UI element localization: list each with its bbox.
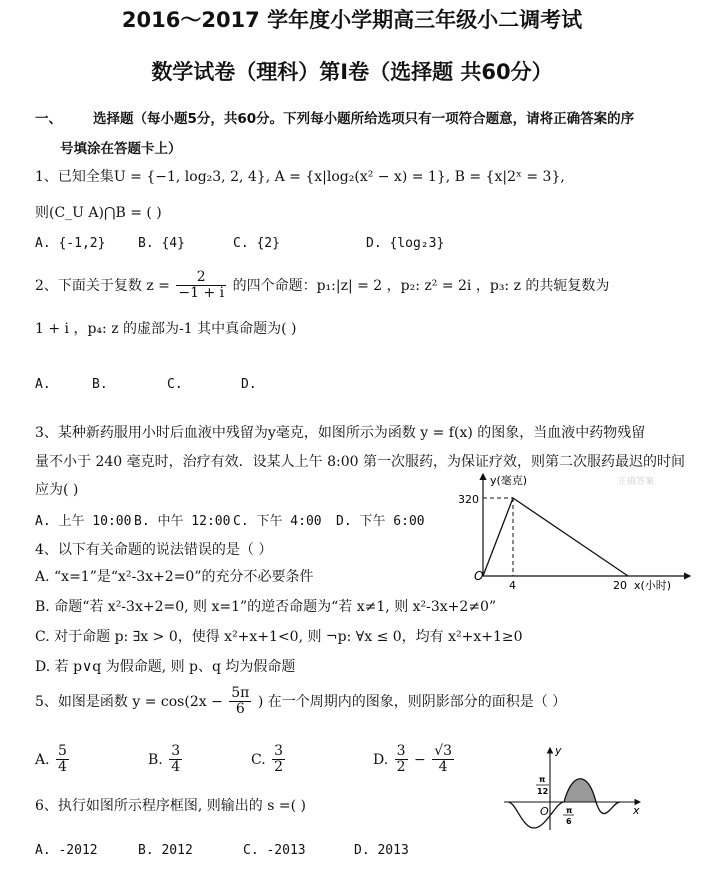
q5-prefix: 5、如图是函数 y = cos(2x − [35,693,223,710]
q5-tick1-den: 12 [537,787,549,796]
q5-option-d [373,744,456,776]
q6-option-b: B. 2012 [138,843,193,858]
q1-stem-line2: 则(C_U A)⋂B = ( ) [35,205,162,221]
q5-option-b-num: 3 [171,743,181,759]
q5-option-a [35,744,71,776]
q5-option-c-num: 3 [274,743,284,759]
section-instructions-line1: 选择题（每小题5分，共60分。下列每小题所给选项只有一项符合题意，请将正确答案的序 [93,111,635,127]
exam-subtitle: 数学试卷（理科）第Ⅰ卷（选择题 共60分） [151,60,553,84]
q4-stem: 4、以下有关命题的说法错误的是（ ） [35,542,273,558]
q3-y-label: y(毫克) [490,474,528,487]
q5-option-d-den2: 4 [438,759,448,776]
q3-graph [458,468,694,593]
q5-stem [35,686,566,718]
q5-option-c-label: C. [251,751,266,768]
q3-end-x: 20 [613,579,627,592]
q5-option-d-label: D. [373,751,389,768]
q1-option-b: B. {4} [138,236,185,251]
q4-option-a: A. “x=1”是“x²-3x+2=0”的充分不必要条件 [35,569,314,585]
q5-option-d-num2: √3 [434,743,453,759]
q5-option-c [251,744,287,776]
q3-watermark: 正确答案 [618,477,655,487]
q5-option-d-minus: − [414,751,426,768]
q5-option-a-num: 5 [58,743,67,759]
q5-graph [500,742,650,834]
q3-option-b: B. 中午 12:00 [134,514,231,529]
q2-stem-line1 [35,270,609,302]
q2-fraction [176,270,226,302]
q6-option-d: D. 2013 [354,843,409,858]
q2-prefix: 2、下面关于复数 z = [35,277,170,294]
q4-option-b: B. 命题“若 x²-3x+2=0, 则 x=1”的逆否命题为“若 x≠1, 则 x²-3x+2≠0” [35,599,497,615]
q5-shaded-area [564,779,596,802]
q2-option-a: A. [35,377,51,392]
q6-option-a: A. -2012 [35,843,98,858]
q1-option-a: A. {-1,2} [35,236,106,251]
q3-option-a: A. 上午 10:00 [35,514,132,529]
q6-option-c: C. -2013 [243,843,306,858]
q5-option-d-num: 3 [396,743,406,759]
q3-x-label: x(小时) [634,579,672,592]
q2-suffix: 的四个命题：p₁:|z| = 2 ，p₂: z² = 2i ，p₃: z 的共轭复数为 [232,277,610,294]
q4-option-d: D. 若 p∨q 为假命题, 则 p、q 均为假命题 [35,659,296,675]
q5-curve [508,779,620,828]
q2-stem-line2: 1 + i ，p₄: z 的虚部为-1 其中真命题为( ) [35,321,297,337]
q3-origin: O [474,569,484,583]
q5-option-a-den: 4 [58,759,67,776]
q4-option-c: C. 对于命题 p: ∃x > 0，使得 x²+x+1<0, 则 ¬p: ∀x ≤ 0，均有 x²+x+1≥0 [35,629,523,645]
q3-peak-x: 4 [509,579,516,592]
q5-frac-num: 5π [231,685,250,701]
q5-option-c-den: 2 [274,759,284,776]
q5-suffix: ) 在一个周期内的图象，则阴影部分的面积是（ ） [257,693,567,710]
q3-stem-line1: 3、某种新药服用小时后血液中残留为y毫克，如图所示为函数 y = f(x) 的图象，当血液中药物残留 [35,425,646,441]
q2-option-b: B. [92,377,108,392]
q5-frac-den: 6 [235,701,245,718]
q5-origin: O [540,805,549,818]
q5-option-a-label: A. [35,751,50,768]
q2-option-d: D. [241,377,257,392]
q3-option-d: D. 下午 6:00 [336,514,425,529]
q5-fraction [229,686,251,718]
q5-x-label: x [633,804,640,817]
q3-peak-y: 320 [458,493,479,506]
exam-title: 2016～2017 学年度小学期高三年级小二调考试 [121,8,583,32]
q3-stem-line3: 应为( ) [35,482,79,498]
q2-frac-num: 2 [176,270,226,286]
q5-option-b-label: B. [148,751,163,768]
q5-tick2-den: 6 [566,817,572,826]
q5-tick2-num: π [566,806,573,815]
q1-option-c: C. {2} [233,236,280,251]
section-instructions-line2: 号填涂在答题卡上） [60,141,182,157]
q1-option-d: D. {log₂3} [366,236,445,251]
q3-curve [483,498,628,576]
q3-option-c: C. 下午 4:00 [233,514,322,529]
q2-option-c: C. [167,377,183,392]
q5-y-label: y [555,744,562,757]
q6-stem: 6、执行如图所示程序框图, 则输出的 s =( ) [35,798,306,814]
q5-option-b-den: 4 [171,759,181,776]
q5-tick1-num: π [539,775,546,784]
q5-option-b [148,744,184,776]
q3-stem-line2: 量不小于 240 毫克时，治疗有效．设某人上午 8:00 第一次服药，为保证疗效，则第二次服药最迟的时间 [35,454,685,470]
q2-frac-den: −1 + i [178,285,225,302]
section-number: 一、 [35,111,62,127]
q1-stem-line1: 1、已知全集U = {−1, log₂3, 2, 4}, A = {x|log₂(x² − x) = 1}, B = {x|2ˣ = 3}, [35,169,565,185]
q5-option-d-den: 2 [396,759,406,776]
